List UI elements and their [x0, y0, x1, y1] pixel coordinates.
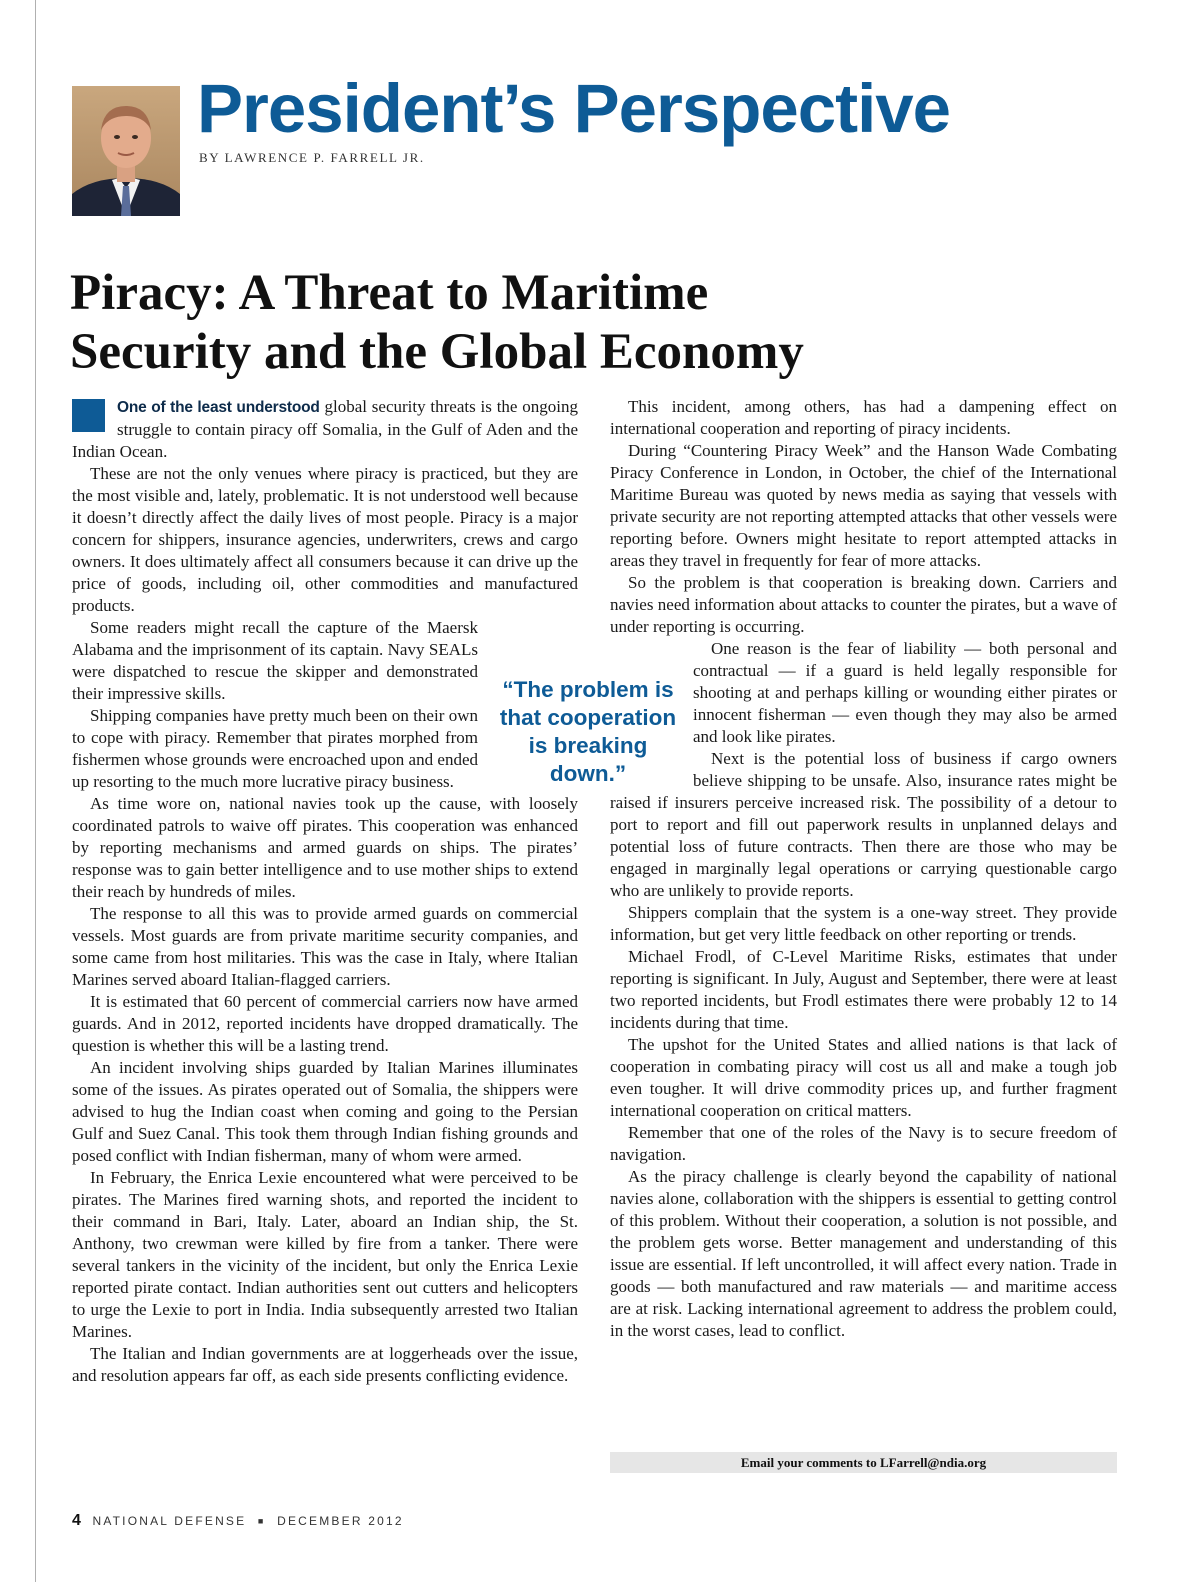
- paragraph: [610, 638, 1117, 748]
- paragraph: An incident involving ships guarded by Italian Marines illuminates some of the issues. As pirates operated out of Somalia, the shippers were advised to hug the Indian coast when coming and going to the Persian Gulf and Suez Canal. This took them through Indian fishing grounds and posed conflict with Indian fisherman, many of whom were armed.: [72, 1058, 578, 1165]
- issue-date: DECEMBER 2012: [277, 1514, 404, 1528]
- headline-line-2: Security and the Global Economy: [70, 324, 804, 380]
- author-photo: [72, 86, 180, 216]
- paragraph: In February, the Enrica Lexie encountered what were perceived to be pirates. The Marines fired warning shots, and reported the incident to their command in Bari, Italy. Later, aboard an Indian ship, the St. Anthony, two crewman were killed by fire from a tanker. There were several tankers in the vicinity of the incident, but only the Enrica Lexie reported pirate contact. Indian authorities sent out cutters and helicopters to urge the Lexie to port in India. India subsequently arrested two Italian Marines.: [72, 1168, 578, 1341]
- page-number: 4: [72, 1512, 81, 1529]
- paragraph: During “Countering Piracy Week” and the Hanson Wade Combating Piracy Conference in London, in October, the chief of the International Maritime Bureau was quoted by news media as saying that vessels with private security are not reporting attempted attacks that other vessels were reporting before. Owners might hesitate to report attempted attacks in areas they travel in frequently for fear of more attacks.: [610, 441, 1117, 570]
- paragraph-text: One reason is the fear of liability — both personal and contractual — if a guard is held legally responsible for shooting at and perhaps killing or wounding either pirates or innocent fisherman — even though they may also be armed and look like pirates.: [693, 639, 1117, 746]
- lead-in: One of the least understood: [117, 399, 320, 416]
- paragraph: These are not the only venues where piracy is practiced, but they are the most visible and, lately, problematic. It is not understood well because it doesn’t directly affect the daily lives of most people. Piracy is a major concern for shippers, insurance agencies, underwriters, crews and cargo owners. It does ultimately affect all consumers because it can drive up the price of goods, including oil, other commodities and manufactured products.: [72, 464, 578, 615]
- email-comments-bar: [610, 1452, 1117, 1473]
- headline-line-1: Piracy: A Threat to Maritime: [70, 265, 709, 321]
- paragraph: As time wore on, national navies took up the cause, with loosely coordinated patrols to waive off pirates. This cooperation was enhanced by reporting mechanisms and armed guards on ships. The pirates’ response was to gain better intelligence and to use mother ships to extend their reach by hundreds of miles.: [72, 794, 578, 901]
- paragraph-text: global security threats is the ongoing struggle to contain piracy off Somalia, in the Gulf of Aden and the Indian Ocean.: [72, 397, 578, 461]
- separator-square-icon: ■: [257, 1516, 266, 1526]
- paragraph: The Italian and Indian governments are at loggerheads over the issue, and resolution appears far off, as each side presents conflicting evidence.: [72, 1344, 578, 1385]
- page-margin-rule: [35, 0, 36, 1582]
- email-prefix: Email your comments to: [740, 1455, 881, 1470]
- paragraph: The upshot for the United States and allied nations is that lack of cooperation in combating piracy will cost us all and make a tough job even tougher. It will drive commodity prices up, and further fragment international cooperation on critical matters.: [610, 1035, 1117, 1120]
- paragraph: As the piracy challenge is clearly beyond the capability of national navies alone, collaboration with the shippers is essential to getting control of this problem. Without their cooperation, a solution is not possible, and the problem gets worse. Better management and understanding of this issue are essential. If left uncontrolled, it will affect every nation. Trade in goods — both manufactured and raw materials — and maritime access are at risk. Lacking international agreement to address the problem could, in the worst cases, lead to conflict.: [610, 1167, 1117, 1340]
- paragraph: Shippers complain that the system is a one-way street. They provide information, but get very little feedback on other reporting or trends.: [610, 903, 1117, 944]
- article-left-column: [72, 396, 578, 1387]
- paragraph: Michael Frodl, of C-Level Maritime Risks, estimates that under reporting is significant. In July, August and September, there were at least two reported incidents, but Frodl estimates there were probably 12 to 14 incidents during that time.: [610, 947, 1117, 1032]
- paragraph: So the problem is that cooperation is breaking down. Carriers and navies need information about attacks to counter the pirates, but a wave of under reporting is occurring.: [610, 573, 1117, 636]
- paragraph-text: Some readers might recall the capture of the Maersk Alabama and the imprisonment of its captain. Navy SEALs were dispatched to rescue the skipper and demonstrated their impressive skills.: [72, 618, 478, 703]
- paragraph: Remember that one of the roles of the Navy is to secure freedom of navigation.: [610, 1123, 1117, 1164]
- article-right-column: [610, 396, 1117, 1342]
- lead-paragraph: [72, 396, 578, 463]
- paragraph: It is estimated that 60 percent of commercial carriers now have armed guards. And in 2012, reported incidents have dropped dramatically. The question is whether this will be a lasting trend.: [72, 992, 578, 1055]
- email-address-link[interactable]: LFarrell@ndia.org: [880, 1455, 987, 1470]
- paragraph: Next is the potential loss of business if cargo owners believe shipping to be unsafe. Also, insurance rates might be raised if insurers perceive increased risk. The possibility of a detour to port to report and fill out paperwork results in unplanned delays and potential loss of future contracts. Then there are those who may be engaged in marginally legal operations or carrying questionable cargo who are unlikely to provide reports.: [610, 749, 1117, 900]
- article-headline: [70, 264, 970, 382]
- author-portrait-image: [72, 86, 180, 216]
- drop-square-icon: [72, 399, 105, 432]
- paragraph: This incident, among others, has had a dampening effect on international cooperation and reporting of piracy incidents.: [610, 397, 1117, 438]
- page-footer: [72, 1512, 404, 1530]
- column-title: President’s Perspective: [197, 70, 951, 147]
- paragraph: The response to all this was to provide armed guards on commercial vessels. Most guards are from private maritime security companies, and some came from host militaries. This was the case in Italy, where Italian Marines served aboard Italian-flagged carriers.: [72, 904, 578, 989]
- pull-quote-space: [610, 638, 693, 792]
- paragraph: Shipping companies have pretty much been on their own to cope with piracy. Remember that pirates morphed from fishermen whose grounds were encroached upon and ended up resorting to the much more lucrative piracy business.: [72, 706, 478, 791]
- byline: BY LAWRENCE P. FARRELL JR.: [199, 150, 425, 165]
- publication-name: NATIONAL DEFENSE: [92, 1514, 247, 1528]
- pull-quote: “The problem is that cooperation is breaking down.”: [499, 677, 677, 786]
